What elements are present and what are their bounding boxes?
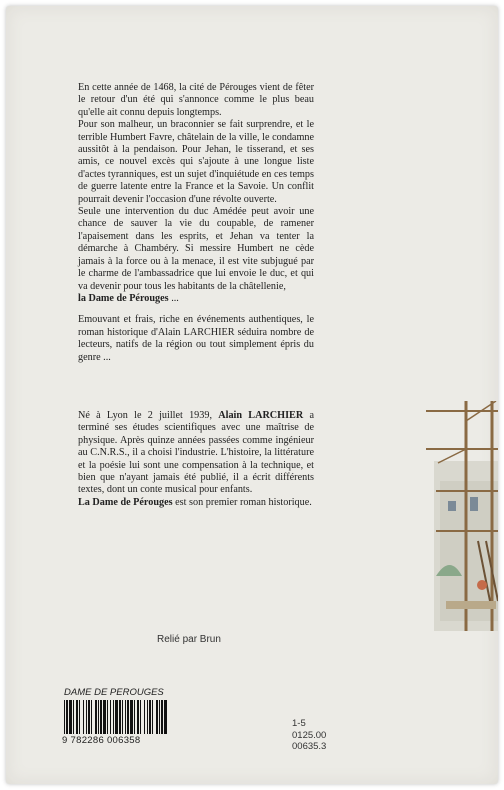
blurb-text: [78, 82, 314, 364]
barcode-block: [62, 687, 174, 746]
bio-title-bold: La Dame de Pérouges: [78, 496, 173, 508]
author-name: Alain LARCHIER: [218, 410, 304, 421]
author-bio: [78, 410, 314, 509]
blurb-paragraph-3: [78, 206, 314, 305]
price-codes: [292, 718, 326, 753]
isbn-number: 9 782286 006358: [62, 735, 141, 746]
barcode-title: DAME DE PEROUGES: [64, 687, 164, 698]
bio-intro: Né à Lyon le 2 juillet 1939,: [78, 410, 219, 421]
blurb-title-bold: la Dame de Pérouges: [78, 292, 169, 304]
blurb-paragraph-2: Pour son malheur, un braconnier se fait surprendre, et le terrible Humbert Favre, châtelain de la ville, le condamne aussitôt à la pendaison. Pour Jehan, le tisserand, et ses amis, ce nouvel excès qui s'ajoute à une longue liste d'actes tyranniques, est un sujet d'inquiétude en ces temps de guerre latente entre la France et la Savoie. Un conflit pourrait devenir l'occasion d'une révolte ouverte.: [78, 119, 314, 205]
blurb-paragraph-3-end: ...: [168, 292, 179, 304]
code-line-1: 1-5: [292, 718, 306, 729]
scaffold-illustration-icon: [426, 401, 498, 631]
bio-paragraph-1: [78, 410, 314, 497]
blurb-paragraph-4: Emouvant et frais, riche en événements authentiques, le roman historique d'Alain LARCHIER séduira nombre de lecteurs, natifs de la région ou tout simplement épris du genre ...: [78, 314, 314, 363]
code-line-3: 00635.3: [292, 741, 327, 752]
binding-credit: Relié par Brun: [157, 634, 221, 645]
blurb-paragraph-1: En cette année de 1468, la cité de Pérouges vient de fêter le retour d'un été qui s'annonce comme le plus beau qu'elle ait connu depuis longtemps.: [78, 82, 314, 118]
barcode-icon: [62, 700, 170, 734]
code-line-2: 0125.00: [292, 729, 327, 741]
bio-closing: est son premier roman historique.: [172, 496, 312, 508]
bio-body: a terminé ses études scientifiques avec une maîtrise de physique. Après quinze années passées comme ingénieur au C.N.R.S., il a choisi l'industrie. L'histoire, la littérature et la poésie lui sont une compensation à la technique, et bien que n'ayant jamais été publié, il a écrit différents textes, dont un conte musical pour enfants.: [78, 410, 314, 496]
blurb-paragraph-3-text: Seule une intervention du duc Amédée peut avoir une chance de sauver la vie du coupable, de ramener l'apaisement dans les esprits, et Jehan va tenter la démarche à Chambéry. Si messire Humbert ne cède jamais à la force ou à la menace, il est vite subjugué par le charme de l'ambassadrice que lui envoie le duc, et qui va devenir pour tous les habitants de la châtellenie,: [78, 206, 314, 292]
book-back-cover: [6, 6, 498, 784]
bio-paragraph-2: [78, 497, 314, 509]
